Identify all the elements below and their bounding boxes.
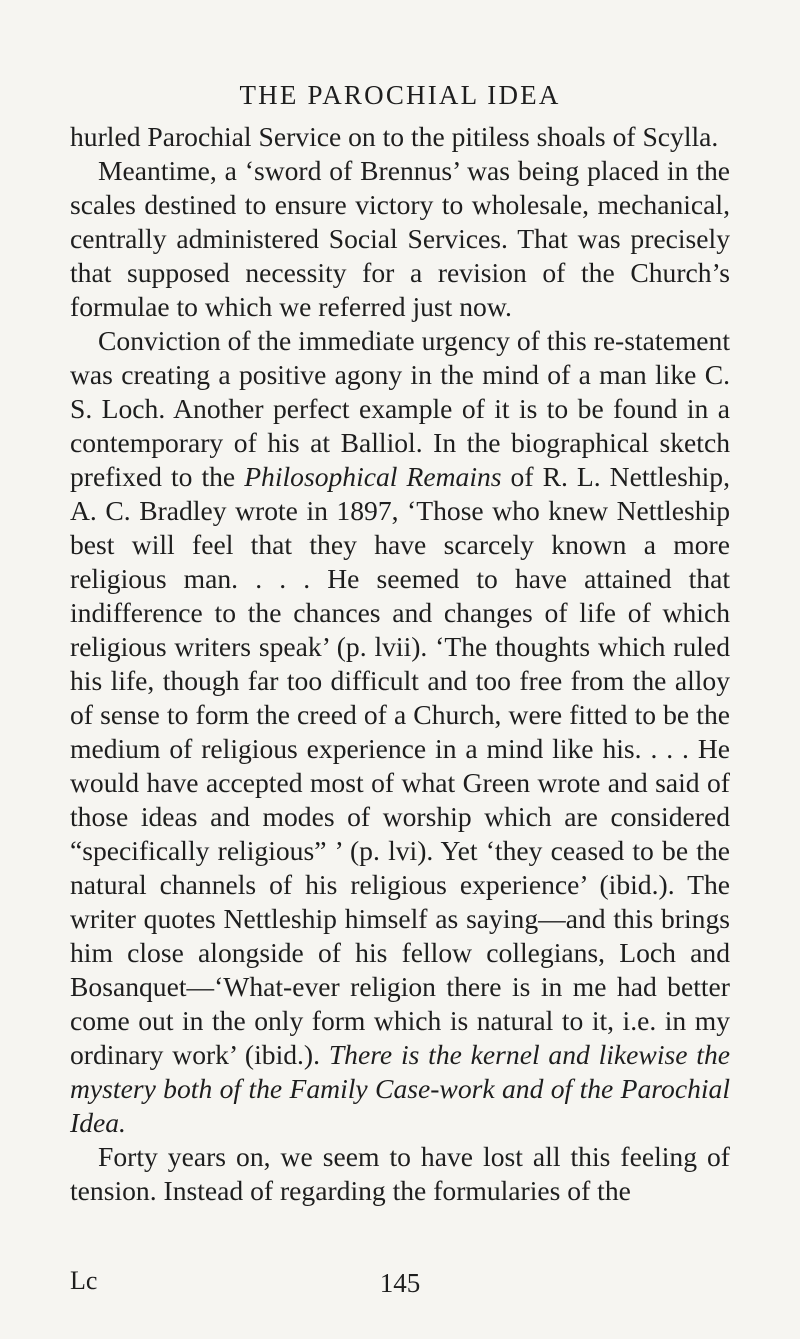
- body-text: [70, 120, 730, 1208]
- paragraph-conviction-text-1: Conviction of the immediate urgency of this re-statement was creating a positive agony in the mind of a man like C. S. Loch. Another perfect example of it is to be found in a contemporary of his at Balliol. In the biographical sketch prefixed to the: [70, 325, 730, 492]
- signature-mark: Lc: [70, 1266, 98, 1295]
- book-title-philosophical-remains: Philosophical Remains: [244, 461, 502, 492]
- paragraph-continuation: hurled Parochial Service on to the pitiless shoals of Scylla.: [70, 121, 719, 152]
- page-number: 145: [379, 1268, 421, 1298]
- paragraph-conviction-italic-conclusion: There is the kernel and likewise the mystery both of the Family Case-work and of the Parochial Idea.: [70, 1039, 730, 1138]
- paragraph-meantime: Meantime, a ‘sword of Brennus’ was being placed in the scales destined to ensure victory to wholesale, mechanical, centrally administered Social Services. That was precisely that supposed necessity for a revision of the Church’s formulae to which we referred just now.: [70, 155, 730, 322]
- paragraph-conviction: [70, 324, 730, 1140]
- paragraph-conviction-text-2: of R. L. Nettleship, A. C. Bradley wrote in 1897, ‘Those who knew Nettleship best will feel that they have scarcely known a more religious man. . . . He seemed to have attained that indifference to the chances and changes of life of which religious writers speak’ (p. lvii). ‘The thoughts which ruled his life, though far too difficult and too free from the alloy of sense to form the creed of a Church, were fitted to be the medium of religious experience in a mind like his. . . . He would have accepted most of what Green wrote and said of those ideas and modes of worship which are considered “specifically religious” ’ (p. lvi). Yet ‘they ceased to be the natural channels of his religious experience’ (ibid.). The writer quotes Nettleship himself as saying—and this brings him close alongside of his fellow collegians, Loch and Bosanquet—‘What-ever religion there is in me had better come out in the only form which is natural to it, i.e. in my ordinary work’ (ibid.).: [70, 461, 730, 1070]
- running-head: THE PAROCHIAL IDEA: [239, 80, 561, 110]
- paragraph-forty-years: Forty years on, we seem to have lost all this feeling of tension. Instead of regarding the formularies of the: [70, 1141, 730, 1206]
